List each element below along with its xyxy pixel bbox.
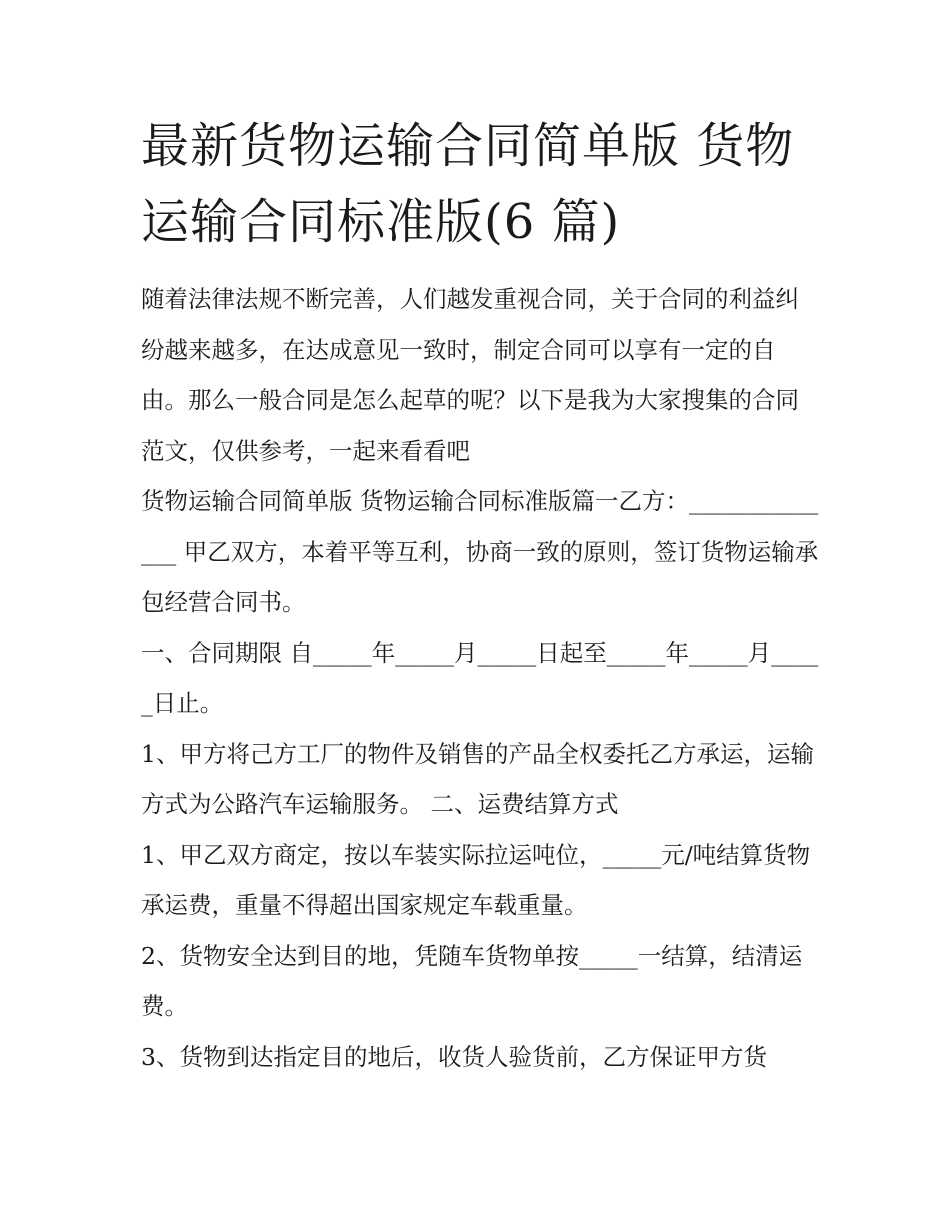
paragraph-settlement-2: 2、货物安全达到目的地，凭随车货物单按_____一结算，结清运费。	[141, 941, 803, 1020]
paragraph-intro: 随着法律法规不断完善，人们越发重视合同，关于合同的利益纠纷越来越多，在达成意见一致时，制定合同可以享有一定的自由。那么一般合同是怎么起草的呢？以下是我为大家搜集的合同范文，仅供参考，一起来看看吧	[141, 285, 799, 465]
paragraph-settlement-3: 3、货物到达指定目的地后，收货人验货前，乙方保证甲方货	[141, 1042, 767, 1071]
paragraph-settlement-1: 1、甲乙双方商定，按以车装实际拉运吨位，_____元/吨结算货物承运费，重量不得超出国家规定车载重量。	[141, 840, 811, 919]
paragraph-contract-opening: 货物运输合同简单版 货物运输合同标准版篇一乙方：______________ 甲乙双方，本着平等互利，协商一致的原则，签订货物运输承包经营合同书。	[141, 487, 819, 616]
document-title: 最新货物运输合同简单版 货物运输合同标准版(6 篇)	[141, 118, 795, 250]
paragraph-contract-term: 一、合同期限 自_____年_____月_____日起至_____年_____月_____日止。	[141, 638, 819, 717]
document-page	[141, 108, 821, 1082]
paragraph-clause-1: 1、甲方将己方工厂的物件及销售的产品全权委托乙方承运，运输方式为公路汽车运输服务。 二、运费结算方式	[141, 739, 814, 818]
